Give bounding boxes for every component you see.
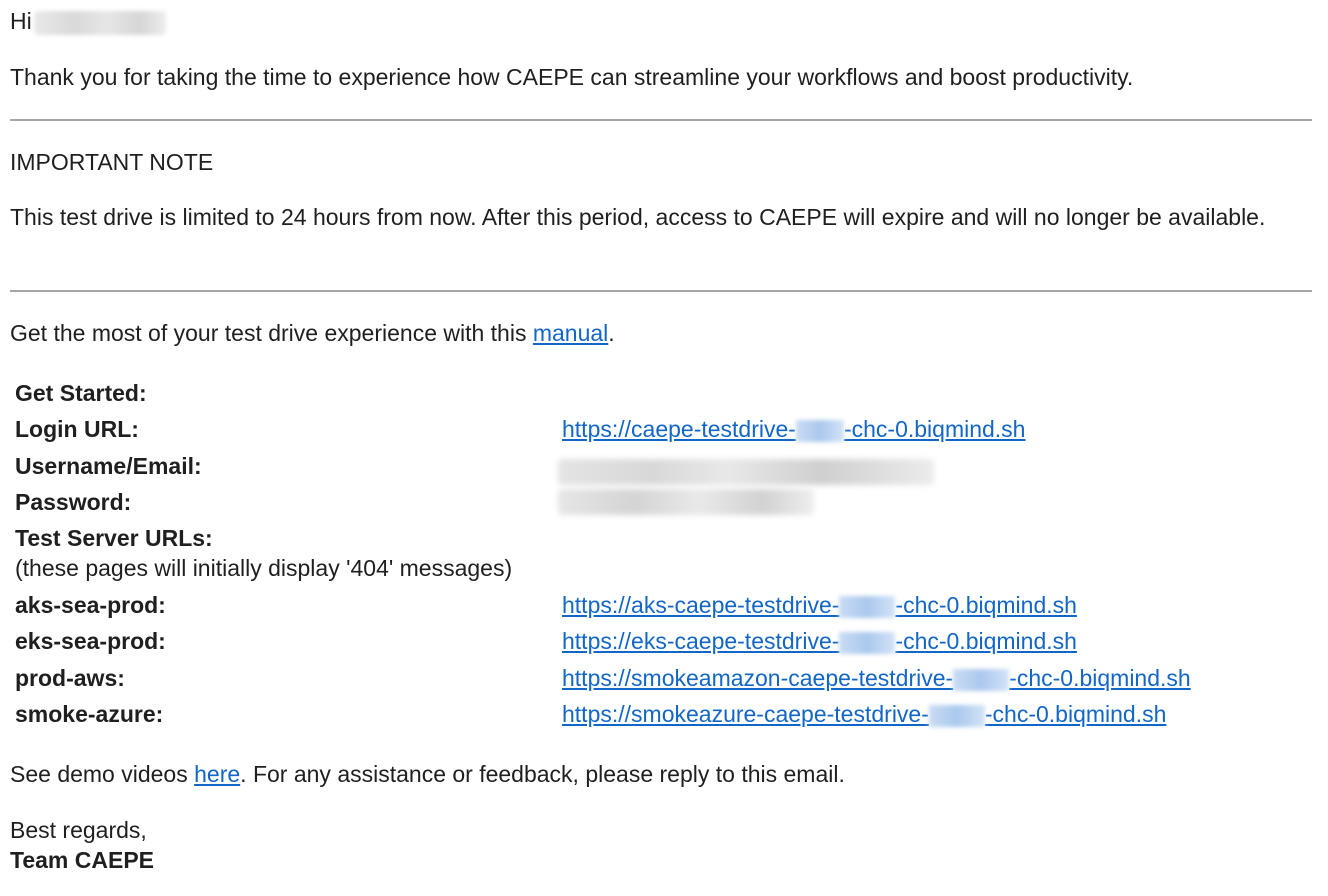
aws-url-suffix: -chc-0.biqmind.sh (1009, 665, 1191, 691)
greeting-text: Hi (10, 8, 32, 34)
redacted-url-segment (839, 632, 895, 654)
eks-url-suffix: -chc-0.biqmind.sh (895, 628, 1077, 654)
azure-url-suffix: -chc-0.biqmind.sh (984, 701, 1167, 727)
aks-url-suffix: -chc-0.biqmind.sh (895, 592, 1077, 618)
redacted-url-segment (953, 669, 1009, 691)
test-server-urls-note: (these pages will initially display '404' messages) (15, 555, 513, 581)
eks-url-prefix: https://eks-caepe-testdrive- (562, 628, 840, 654)
manual-link[interactable]: manual (532, 320, 609, 346)
demo-videos-line (10, 759, 845, 789)
manual-line (10, 318, 615, 348)
login-url-suffix: -chc-0.biqmind.sh (843, 416, 1026, 442)
demo-line-suffix: . For any assistance or feedback, please reply to this email. (240, 761, 845, 787)
eks-sea-prod-label: eks-sea-prod: (15, 628, 166, 654)
prod-aws-label: prod-aws: (15, 665, 125, 691)
redacted-url-segment (839, 596, 895, 618)
aks-url-prefix: https://aks-caepe-testdrive- (562, 592, 840, 618)
smoke-azure-label: smoke-azure: (15, 701, 164, 727)
login-url-link[interactable] (562, 414, 1025, 444)
redacted-url-segment (796, 420, 844, 442)
greeting-line (10, 6, 166, 36)
redacted-recipient-name (34, 11, 166, 35)
manual-line-suffix: . (608, 320, 615, 346)
intro-paragraph: Thank you for taking the time to experience how CAEPE can streamline your workflows and boost productivity. (10, 64, 1134, 90)
smoke-azure-link[interactable] (562, 699, 1166, 729)
divider-top (10, 119, 1312, 121)
demo-line-prefix: See demo videos (10, 761, 195, 787)
aks-sea-prod-link[interactable] (562, 590, 1077, 620)
azure-url-prefix: https://smokeazure-caepe-testdrive- (562, 701, 929, 727)
redacted-url-segment (929, 705, 985, 727)
password-label: Password: (15, 489, 132, 515)
eks-sea-prod-link[interactable] (562, 626, 1077, 656)
get-started-label: Get Started: (15, 380, 147, 406)
login-url-prefix: https://caepe-testdrive- (562, 416, 796, 442)
aws-url-prefix: https://smokeamazon-caepe-testdrive- (562, 665, 954, 691)
redacted-username-value (558, 459, 934, 485)
demo-videos-link[interactable]: here (194, 761, 241, 787)
manual-line-prefix: Get the most of your test drive experience with this (10, 320, 533, 346)
aks-sea-prod-label: aks-sea-prod: (15, 592, 166, 618)
important-note-body: This test drive is limited to 24 hours from now. After this period, access to CAEPE will expire and will no longer be available. (10, 204, 1266, 230)
divider-bottom (10, 290, 1312, 292)
redacted-password-value (558, 489, 814, 515)
test-server-urls-label: Test Server URLs: (15, 525, 213, 551)
important-note-title: IMPORTANT NOTE (10, 149, 214, 175)
prod-aws-link[interactable] (562, 663, 1191, 693)
signature-text: Team CAEPE (10, 847, 155, 873)
username-label: Username/Email: (15, 453, 202, 479)
closing-text: Best regards, (10, 817, 147, 843)
login-url-label: Login URL: (15, 416, 139, 442)
